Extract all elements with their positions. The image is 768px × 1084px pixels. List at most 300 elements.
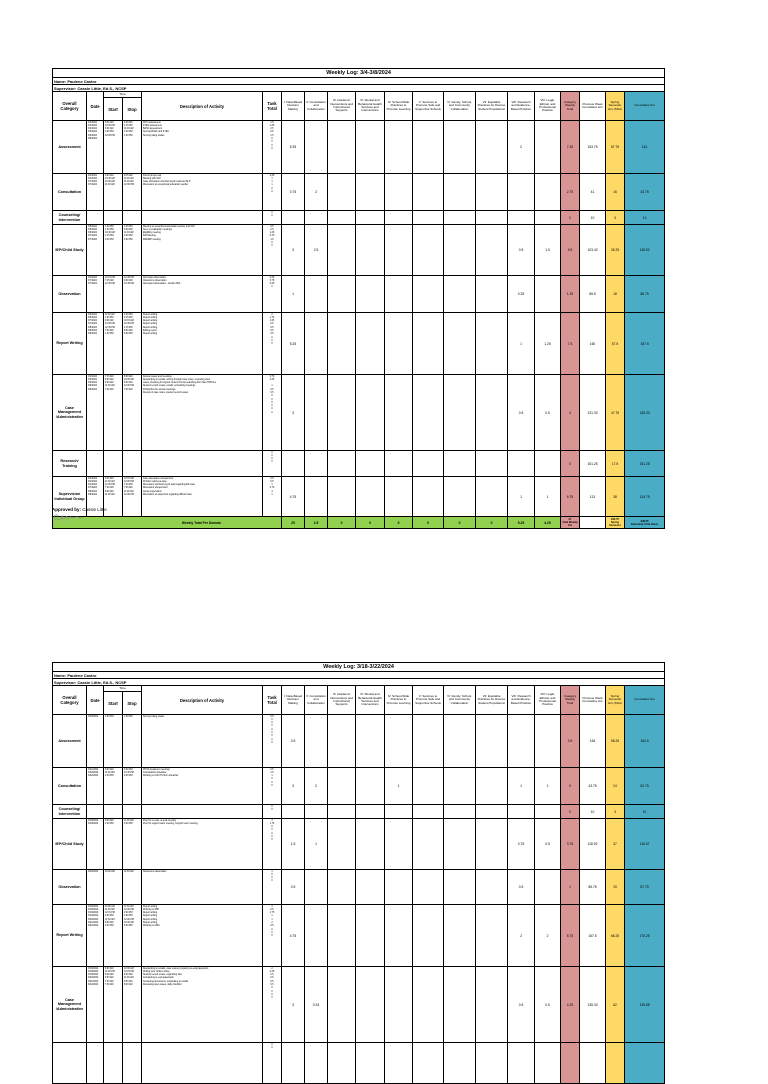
domain-hours-2: [305, 805, 328, 819]
domain-hours-1: 3: [282, 225, 305, 276]
domain-hours-3: [328, 905, 356, 967]
domain-hours-10: [535, 805, 561, 819]
cumulative-hours: 10: [625, 805, 665, 819]
header-domain-1: I: Data-Based Decision Making: [282, 686, 305, 715]
weekly-total-label: Weekly Total Per Domain: [53, 517, 282, 529]
activity-stop-times: 11:30 AM 12:00 PM 2:00 PM 3:30 PM 12:00 PM 10:00 AM 5:00 PM: [123, 905, 142, 967]
domain-hours-8: [476, 819, 508, 870]
header-domain-8: VII: Equitable Practices for Diverse Student Populations: [476, 686, 508, 715]
domain-hours-1: 1.5: [282, 819, 305, 870]
domain-hours-4: [356, 967, 385, 1043]
domain-hours-8: [476, 313, 508, 375]
header-task-total: Task Total: [263, 686, 282, 715]
domain-hours-4: [356, 477, 385, 517]
previous-week-cumulative: 85.5: [580, 276, 606, 313]
domain-hours-10: [535, 870, 561, 905]
activity-descriptions: Attempted observation Classroom observation Attempted observation - student MIA: [142, 276, 263, 313]
domain-hours-4: [356, 715, 385, 768]
domain-hours-3: [328, 121, 356, 174]
activity-dates: [87, 211, 104, 225]
previous-week-cumulative: 41: [580, 174, 606, 211]
domain-hours-8: [476, 715, 508, 768]
domain-total-6: 0: [413, 517, 444, 529]
category-row: [53, 477, 665, 517]
category-name: Report Writing: [53, 313, 87, 375]
domain-hours-5: [385, 451, 413, 477]
cumulative-hours: 87.75: [625, 870, 665, 905]
activity-stop-times: 8:00 AM 10:00 AM 9:30 AM 12:00 PM 7:30 AM: [123, 375, 142, 451]
domain-hours-7: [444, 211, 476, 225]
approved-by-label: Approved by:: [52, 507, 82, 512]
summary-previous-blank: [580, 517, 606, 529]
cumulative-hours: 139.58: [625, 967, 665, 1043]
activity-descriptions: Classroom observation: [142, 870, 263, 905]
activity-stop-times: 9:45 AM 11:30 AM 11:00 AM 12:00 PM: [123, 174, 142, 211]
spring-semester-hours: 3: [606, 211, 625, 225]
activity-descriptions: [142, 805, 263, 819]
category-name: Consultation: [53, 174, 87, 211]
category-weekly-total: 0: [561, 211, 580, 225]
activity-dates: 3/4/2024 3/4/2024 3/7/2024 3/7/2024: [87, 174, 104, 211]
supervisor-name-2: Supervisor: Cassie Little, Ed.S., NCSP: [53, 679, 665, 686]
domain-hours-6: [413, 819, 444, 870]
domain-hours-6: [413, 276, 444, 313]
domain-total-10: 4.25: [535, 517, 561, 529]
domain-hours-10: 0.5: [535, 967, 561, 1043]
header-domain-9: VIII: Research and Evidence-Based Practice: [508, 686, 535, 715]
domain-hours-2: [305, 715, 328, 768]
domain-hours-6: [413, 174, 444, 211]
cumulative-hours: 161: [625, 121, 665, 174]
activity-dates: 3/18/2024 3/18/2024 3/19/2024 3/20/2024 3/21/2024 3/22/2024: [87, 967, 104, 1043]
activity-start-times: 9:45 AM 11:30 AM 12:00 PM 7:00 AM 8:00 AM 11:00 AM: [104, 477, 123, 517]
category-weekly-total: 1.25: [561, 276, 580, 313]
activity-descriptions: MTSS academic meetings Consultation w/teacher Working on FACTS form w/teacher: [142, 768, 263, 805]
spring-semester-hours: 16: [606, 174, 625, 211]
domain-hours-10: 0.5: [535, 819, 561, 870]
domain-hours-3: [328, 225, 356, 276]
domain-hours-5: [385, 477, 413, 517]
spring-semester-hours: 38: [606, 477, 625, 517]
category-row: [53, 451, 665, 477]
domain-hours-4: [356, 805, 385, 819]
task-totals: 0.75 2.25 1 0.5 0.5 0 0 0 0 0 0: [263, 375, 282, 451]
domain-hours-9: [508, 211, 535, 225]
domain-hours-10: [535, 276, 561, 313]
approver-name: Cassie Little: [82, 507, 107, 512]
header-cumulative: Cumulative Hrs: [625, 686, 665, 715]
activity-descriptions: [142, 451, 263, 477]
domain-total-5: 0: [385, 517, 413, 529]
previous-week-cumulative: 131.33: [580, 375, 606, 451]
cumulative-hours: 167.5: [625, 313, 665, 375]
category-row: [53, 276, 665, 313]
domain-hours-6: [413, 768, 444, 805]
domain-hours-2: [305, 375, 328, 451]
cumulative-hours: 176.25: [625, 905, 665, 967]
domain-hours-3: [328, 870, 356, 905]
category-name: Consultation: [53, 768, 87, 805]
category-row: [53, 905, 665, 967]
cumulative-hours: 118.92: [625, 225, 665, 276]
header-domain-2: II: Consultation and Collaboration: [305, 92, 328, 121]
domain-hours-3: [328, 276, 356, 313]
header-spring-semester: Spring Semester Hrs (SSH): [606, 686, 625, 715]
previous-week-cumulative: 103.42: [580, 225, 606, 276]
category-weekly-total: 0.5: [561, 715, 580, 768]
domain-hours-9: [508, 805, 535, 819]
log-title: Weekly Log: 3/4-3/8/2024: [53, 69, 665, 78]
domain-hours-5: [385, 870, 413, 905]
category-name: Assessment: [53, 715, 87, 768]
domain-hours-1: 3: [282, 375, 305, 451]
activity-start-times: 9:00 AM 10:30 AM 10:00 AM 11:00 AM: [104, 174, 123, 211]
internship-total-hours: 948.25 Internship Total Hours: [625, 517, 665, 529]
task-totals: 0.25 0.75 0.25 0: [263, 276, 282, 313]
cumulative-hours: 86.75: [625, 276, 665, 313]
category-weekly-total: 3.75: [561, 819, 580, 870]
domain-hours-4: [356, 375, 385, 451]
header-domain-8: VII: Equitable Practices for Diverse Student Populations: [476, 92, 508, 121]
domain-hours-5: [385, 905, 413, 967]
domain-total-8: 0: [476, 517, 508, 529]
activity-dates: 3/18/2024 3/18/2024 3/19/2024 3/19/2024 3/20/2024 3/21/2024 3/22/2024: [87, 905, 104, 967]
domain-hours-1: 4.75: [282, 905, 305, 967]
domain-hours-2: [305, 477, 328, 517]
domain-hours-8: [476, 174, 508, 211]
domain-hours-3: [328, 805, 356, 819]
spring-semester-hours: 62: [606, 967, 625, 1043]
header-weekly-total: Category Weekly Total: [561, 686, 580, 715]
activity-stop-times: 10:00 AM 12:15 PM 8:30 AM 11:00 AM 8:00 AM 8:00 AM: [123, 967, 142, 1043]
domain-hours-8: [476, 225, 508, 276]
activity-dates: 3/18/2024: [87, 715, 104, 768]
domain-hours-10: [535, 451, 561, 477]
domain-hours-9: 0.75: [508, 819, 535, 870]
domain-hours-4: [356, 225, 385, 276]
spring-semester-hours: 19: [606, 870, 625, 905]
task-totals: 0 0: [263, 211, 282, 225]
activity-dates: 3/18/2024 3/18/2024: [87, 819, 104, 870]
task-totals: 0.5 0.5 1 0.75 3 1: [263, 477, 282, 517]
task-totals: 0.5 1.5 1 0 0 0: [263, 768, 282, 805]
domain-hours-9: [508, 174, 535, 211]
spring-semester-hours: 66.25: [606, 905, 625, 967]
domain-hours-7: [444, 905, 476, 967]
domain-hours-10: [535, 211, 561, 225]
cumulative-hours: 119.75: [625, 477, 665, 517]
header-domain-3: III: Academic Interventions and Instructional Supports: [328, 92, 356, 121]
previous-week-cumulative: 10: [580, 211, 606, 225]
activity-dates: 3/4/2024 3/5/2024 3/6/2024 3/6/2024 3/8/2024: [87, 375, 104, 451]
domain-hours-9: 0.25: [508, 276, 535, 313]
previous-week-cumulative: 135.33: [580, 967, 606, 1043]
domain-hours-1: 0.5: [282, 715, 305, 768]
domain-hours-7: [444, 819, 476, 870]
cumulative-hours: 43.75: [625, 174, 665, 211]
domain-hours-7: [444, 174, 476, 211]
category-name: Observation: [53, 276, 87, 313]
category-name: Counseling/ Intervention: [53, 805, 87, 819]
header-time: Time: [104, 92, 142, 98]
cumulative-hours: 52.75: [625, 768, 665, 805]
activity-start-times: 8:00 AM 10:00 PM 9:00 AM 1:00 PM 12:00 PM: [104, 121, 123, 174]
domain-hours-1: 4.75: [282, 477, 305, 517]
category-row: [53, 225, 665, 276]
domain-hours-7: [444, 451, 476, 477]
domain-hours-3: [328, 313, 356, 375]
domain-hours-9: 2: [508, 905, 535, 967]
domain-hours-7: [444, 715, 476, 768]
category-name: Observation: [53, 870, 87, 905]
category-weekly-total: 1: [561, 870, 580, 905]
activity-stop-times: 10:15 AM 12:00 PM 1:00 PM 7:45 AM 11:00 AM 12:00 PM: [123, 477, 142, 517]
domain-hours-7: [444, 870, 476, 905]
previous-week-cumulative: 164: [580, 715, 606, 768]
activity-dates: 3/5/2024 3/5/2024 3/6/2024 3/7/2024 3/7/2024: [87, 225, 104, 276]
weekly-log-table-2: [52, 662, 665, 1084]
activity-dates: [87, 451, 104, 477]
header-stop: Stop: [123, 692, 142, 715]
total-weekly-hours: 37 Total Weekly Hrs: [562, 518, 578, 527]
domain-hours-1: [282, 451, 305, 477]
domain-hours-3: [328, 451, 356, 477]
previous-week-cumulative: 153.75: [580, 121, 606, 174]
domain-hours-6: [413, 477, 444, 517]
header-weekly-total: Category Weekly Total: [561, 92, 580, 121]
domain-hours-9: 1: [508, 313, 535, 375]
domain-hours-1: [282, 211, 305, 225]
domain-hours-7: [444, 225, 476, 276]
header-cumulative: Cumulative Hrs: [625, 92, 665, 121]
domain-hours-2: [305, 451, 328, 477]
task-totals: 0 0 0 0: [263, 451, 282, 477]
supervisor-name: Supervisor: Cassie Little, Ed.S., NCSP: [53, 85, 665, 92]
task-totals: 1 0.5 1.75 1 1 2 0.5 0 0 0: [263, 905, 282, 967]
activity-descriptions: WJV assessment KTEA assessment BASC assessment Scoring BASC and KTEA Scoring rating scales: [142, 121, 263, 174]
activity-descriptions: Meeting w/ exceptional education teacher and SLP Teen re-evaluation meetings Eligibility meeting 504 Meeting FBA/BIP meeting: [142, 225, 263, 276]
activity-start-times: 8:30 AM 1:00 PM: [104, 819, 123, 870]
domain-hours-2: 1: [305, 819, 328, 870]
previous-week-cumulative: 86.75: [580, 870, 606, 905]
category-name: IEP/Child Study: [53, 819, 87, 870]
task-totals-partial: 0 0: [263, 1043, 282, 1084]
header-description: Description of Activity: [142, 686, 263, 715]
domain-hours-1: 5.25: [282, 121, 305, 174]
task-totals: 0.5 2.5 1.25 0.75 1.5 0 0: [263, 225, 282, 276]
domain-hours-8: [476, 375, 508, 451]
cumulative-hours: 164.5: [625, 715, 665, 768]
domain-hours-1: 1: [282, 276, 305, 313]
domain-total-9: 5.25: [508, 517, 535, 529]
category-row: [53, 819, 665, 870]
domain-hours-2: 2: [305, 768, 328, 805]
activity-start-times: 10:00 AM 11:30 AM 12:15 PM 2:00 PM 11:30 AM 9:00 AM 2:30 PM: [104, 905, 123, 967]
domain-hours-8: [476, 768, 508, 805]
domain-hours-1: 0.5: [282, 870, 305, 905]
category-weekly-total: 6.75: [561, 477, 580, 517]
task-totals: 0 0: [263, 805, 282, 819]
activity-stop-times: [123, 805, 142, 819]
domain-hours-5: [385, 121, 413, 174]
domain-hours-10: 2: [535, 905, 561, 967]
header-domain-1: I: Data-Based Decision Making: [282, 92, 305, 121]
domain-hours-10: 0.5: [535, 375, 561, 451]
domain-hours-4: [356, 905, 385, 967]
domain-hours-10: [535, 121, 561, 174]
domain-total-4: 0: [356, 517, 385, 529]
spring-semester-hours: 57.5: [606, 313, 625, 375]
activity-start-times: 7:15 AM 8:00 AM 9:00 AM 11:00 AM 7:00 AM: [104, 375, 123, 451]
domain-hours-3: [328, 211, 356, 225]
task-totals: 2 0.25 0.5 0.5 0.5 0.5 0 0 0 0: [263, 967, 282, 1043]
domain-hours-9: 0.5: [508, 967, 535, 1043]
domain-hours-10: [535, 174, 561, 211]
category-row: [53, 211, 665, 225]
domain-hours-3: [328, 967, 356, 1043]
domain-hours-10: 1: [535, 477, 561, 517]
activity-stop-times: [123, 211, 142, 225]
domain-hours-5: [385, 313, 413, 375]
weekly-log-week-2: [52, 662, 664, 1084]
domain-total-3: 0: [328, 517, 356, 529]
domain-hours-8: [476, 121, 508, 174]
domain-hours-4: [356, 819, 385, 870]
domain-hours-10: 1.25: [535, 313, 561, 375]
task-totals: 0.25 1 1 1 0 0: [263, 174, 282, 211]
task-totals: 2 1.75 1.25 0.5 0.5 0.5 3.5 0 0 0: [263, 313, 282, 375]
domain-hours-9: [508, 715, 535, 768]
domain-hours-5: [385, 276, 413, 313]
category-row-partial: [53, 1043, 665, 1084]
domain-hours-6: [413, 870, 444, 905]
domain-hours-9: 0.5: [508, 225, 535, 276]
domain-hours-4: [356, 313, 385, 375]
header-domain-2: II: Consultation and Collaboration: [305, 686, 328, 715]
cumulative-hours: 151.25: [625, 451, 665, 477]
domain-hours-8: [476, 211, 508, 225]
intern-name-2: Name: Paulene Castro: [53, 672, 665, 679]
domain-hours-7: [444, 276, 476, 313]
header-domain-9: VIII: Research and Evidence-Based Practice: [508, 92, 535, 121]
activity-start-times: 1:00 PM: [104, 715, 123, 768]
domain-total-7: 0: [444, 517, 476, 529]
activity-start-times: 10:00 AM: [104, 870, 123, 905]
header-overall-category: Overall Category: [53, 92, 87, 121]
weekly-log-week-1: [52, 68, 664, 529]
domain-hours-6: [413, 313, 444, 375]
header-domain-5: IV: School-Wide Practices to Promote Learning: [385, 92, 413, 121]
category-row: [53, 313, 665, 375]
header-stop: Stop: [123, 98, 142, 121]
domain-hours-3: [328, 715, 356, 768]
domain-hours-8: [476, 451, 508, 477]
domain-hours-10: 1.5: [535, 225, 561, 276]
activity-descriptions: Responding to emails, case review, preparing re-eval paperwork Writing prior written notice Student record review, organizing files Completing re-eval paperwork Answering documents, responding to emails Reviewing open cases, daily checklist: [142, 967, 263, 1043]
header-overall-category: Overall Category: [53, 686, 87, 715]
category-name: Counseling/ Intervention: [53, 211, 87, 225]
domain-hours-8: [476, 477, 508, 517]
cumulative-hours: 135.33: [625, 375, 665, 451]
spring-semester-hours: 37: [606, 819, 625, 870]
header-start: Start: [104, 692, 123, 715]
activity-stop-times: 3:00 PM 12:30 PM 2:30 PM: [123, 768, 142, 805]
domain-hours-4: [356, 174, 385, 211]
header-date: Date: [87, 686, 104, 715]
domain-hours-9: [508, 451, 535, 477]
domain-hours-10: 1: [535, 768, 561, 805]
task-totals: 1 0 0 0: [263, 870, 282, 905]
domain-hours-5: [385, 967, 413, 1043]
spring-semester-hours: 57.75: [606, 121, 625, 174]
category-name: Supervision Individual Group: [53, 477, 87, 517]
category-name: Case Management /Administrative: [53, 967, 87, 1043]
log-title-2: Weekly Log: 3/18-3/22/2024: [53, 663, 665, 672]
activity-stop-times: [123, 451, 142, 477]
activity-descriptions: Case discussion w/supervisor Problem solving a case Discussion w/school psych lead regarding ED case Discussion w/supervisor Group supervision Discussion w/ supervisor regarding difficult case: [142, 477, 263, 517]
task-totals: 1.5 1.25 2.5 0.5 1.5 0 0 0 0: [263, 121, 282, 174]
intern-name: Name: Paulene Castro: [53, 78, 665, 85]
spring-semester-hours: 18: [606, 276, 625, 313]
header-domain-6: V: Services to Promote Safe and Supportive Schools: [413, 92, 444, 121]
category-weekly-total: 2.75: [561, 174, 580, 211]
domain-hours-2: [305, 211, 328, 225]
spring-semester-hours: 3: [606, 805, 625, 819]
domain-hours-2: [305, 313, 328, 375]
domain-hours-1: 3: [282, 967, 305, 1043]
header-domain-6: V: Services to Promote Safe and Supportive Schools: [413, 686, 444, 715]
previous-week-cumulative: 43.75: [580, 768, 606, 805]
category-name: IEP/Child Study: [53, 225, 87, 276]
task-totals: 3 1.75 0 0 0 0 0: [263, 819, 282, 870]
domain-hours-6: [413, 451, 444, 477]
activity-stop-times: 11:00 AM: [123, 870, 142, 905]
activity-descriptions: Parent phone call Meeting with SLP Case discussion w/school psych lead and SLP Discussion w/ exceptional education teacher: [142, 174, 263, 211]
domain-hours-9: 1: [508, 768, 535, 805]
domain-hours-6: [413, 967, 444, 1043]
activity-dates: [87, 805, 104, 819]
activity-dates: 3/4/2024 3/4/2024 3/4/2024 3/7/2024 3/8/2024 3/8/2024: [87, 477, 104, 517]
domain-hours-3: [328, 768, 356, 805]
domain-hours-7: [444, 477, 476, 517]
domain-hours-6: [413, 225, 444, 276]
domain-hours-2: [305, 121, 328, 174]
activity-descriptions: Review cases and meetings Responding to emails, sorting through case notes, reviewing open cases, checking for signed consent forms/ searching from files,TNPrime Student record review, emails, scheduling meetings Pulling files for annual meetings Review of case notes, student record review: [142, 375, 263, 451]
activity-descriptions: Report writing Report writing Report writing Report writing Report writing Editing report Report writing: [142, 313, 263, 375]
activity-start-times: [104, 451, 123, 477]
header-date: Date: [87, 92, 104, 121]
activity-stop-times: 12:30 PM 9:00 AM 12:45 PM: [123, 276, 142, 313]
domain-hours-1: 5.25: [282, 313, 305, 375]
domain-hours-5: [385, 819, 413, 870]
activity-dates: 3/21/2024 3/22/2024 3/22/2024: [87, 768, 104, 805]
category-row: [53, 715, 665, 768]
domain-hours-1: [282, 805, 305, 819]
domain-hours-6: [413, 121, 444, 174]
domain-hours-4: [356, 276, 385, 313]
domain-hours-8: [476, 967, 508, 1043]
activity-start-times: 12:15 PM 7:45 AM 12:30 PM: [104, 276, 123, 313]
header-domain-4: III: Mental and Behavioral Health Services and Interventions: [356, 686, 385, 715]
category-row: [53, 174, 665, 211]
category-row: [53, 805, 665, 819]
header-spring-semester: Spring Semester Hrs (SSH): [606, 92, 625, 121]
previous-week-cumulative: 10: [580, 805, 606, 819]
activity-dates: 3/4/2024 3/7/2024 3/7/2024: [87, 276, 104, 313]
category-row: [53, 870, 665, 905]
domain-hours-8: [476, 276, 508, 313]
activity-start-times: 11:00 AM 1:00 PM 9:00 AM 10:00 PM 12:45 PM 7:30 AM 1:30 PM: [104, 313, 123, 375]
